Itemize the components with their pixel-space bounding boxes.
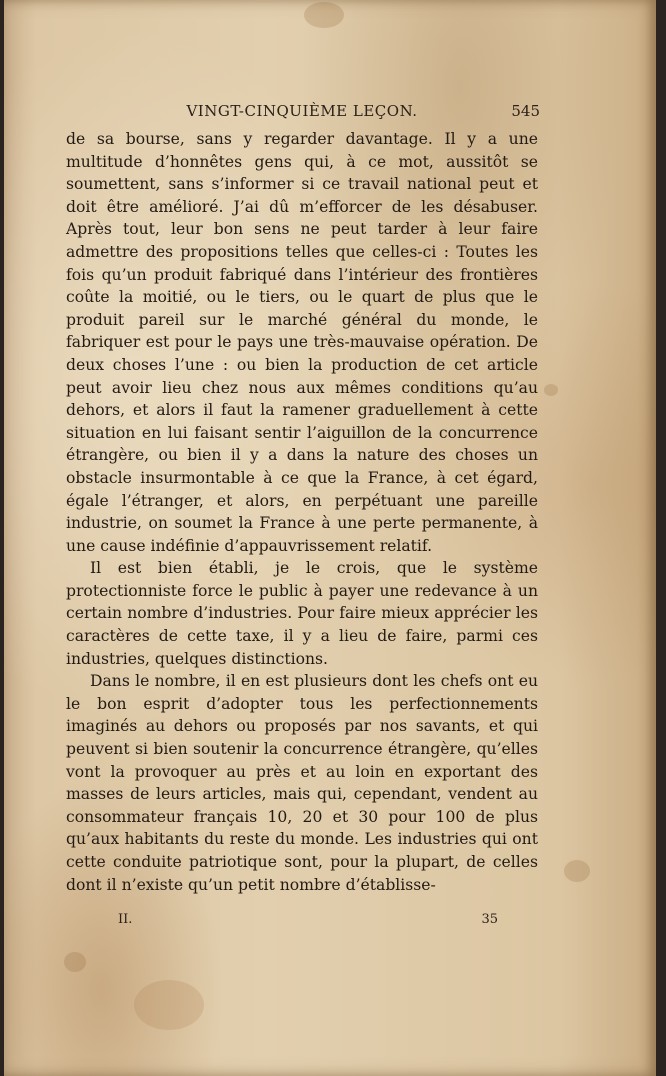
running-head <box>68 100 540 124</box>
paragraph: de sa bourse, sans y regarder davantage. Il y a une multitude d’honnêtes gens qui, à ce mot, aussitôt se soumettent, sans s’informer si ce travail national peut et doit être amélioré. J’ai dû m’efforcer de les désabuser. Après tout, leur bon sens ne peut tarder à leur faire admettre des propositions telles que celles-ci : Toutes les fois qu’un produit fabriqué dans l’intérieur des frontières coûte la moitié, ou le tiers, ou le quart de plus que le produit pareil sur le marché général du monde, le fabriquer est pour le pays une très-mauvaise opération. De deux choses l’une : ou bien la production de cet article peut avoir lieu chez nous aux mêmes conditions qu’au dehors, et alors il faut la ramener graduellement à cette situation en lui faisant sentir l’aiguillon de la concurrence étrangère, ou bien il y a dans la nature des choses un obstacle insurmontable à ce que la France, à cet égard, égale l’étranger, et alors, en perpétuant une pareille industrie, on soumet la France à une perte permanente, à une cause indéfinie d’appauvrissement relatif. <box>66 130 538 555</box>
page-footer <box>118 912 498 934</box>
body-text <box>66 128 538 896</box>
sheet-number: 35 <box>481 912 498 927</box>
foxing-stain <box>64 952 86 972</box>
running-title: VINGT-CINQUIÈME LEÇON. <box>186 102 418 120</box>
foxing-stain <box>564 860 590 882</box>
signature-mark: II. <box>118 912 133 927</box>
page-number: 545 <box>511 102 540 120</box>
foxing-stain <box>134 980 204 1030</box>
book-page <box>4 0 656 1076</box>
foxing-stain <box>544 384 558 396</box>
paragraph: Dans le nombre, il en est plusieurs dont les chefs ont eu le bon esprit d’adopter tous les perfectionnements imaginés au dehors ou proposés par nos savants, et qui peuvent si bien soutenir la concurrence étrangère, qu’elles vont la provoquer au près et au loin en exportant des masses de leurs articles, mais qui, cependant, vendent au consommateur français 10, 20 et 30 pour 100 de plus qu’aux habitants du reste du monde. Les industries qui ont cette conduite patriotique sont, pour la plupart, de celles dont il n’existe qu’un petit nombre d’établisse- <box>66 672 538 894</box>
foxing-stain <box>304 2 344 28</box>
paragraph: Il est bien établi, je le crois, que le système protectionniste force le public à payer une redevance à un certain nombre d’industries. Pour faire mieux apprécier les caractères de cette taxe, il y a lieu de faire, parmi ces industries, quelques distinctions. <box>66 559 538 668</box>
